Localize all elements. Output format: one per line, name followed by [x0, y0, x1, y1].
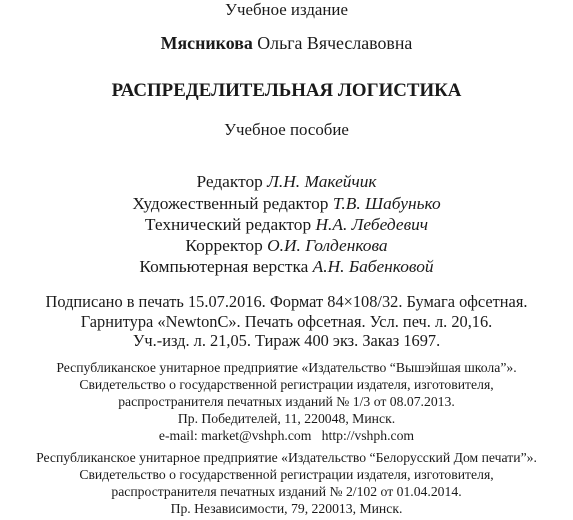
credit-editor — [0, 172, 573, 192]
publisher-line: распространителя печатных изданий № 1/3 от 08.07.2013. — [118, 394, 455, 409]
printer-line: Республиканское унитарное предприятие «Издательство “Белорусский Дом печати”». — [36, 450, 537, 465]
publisher-contacts: e-mail: market@vshph.com http://vshph.com — [158, 428, 415, 443]
credit-name: Т.В. Шабунько — [332, 194, 441, 213]
printer-line: Пр. Независимости, 79, 220013, Минск. — [170, 501, 403, 516]
edition-type: Учебное издание — [225, 0, 348, 19]
publisher-line: Пр. Победителей, 11, 220048, Минск. — [177, 411, 396, 426]
credit-name: О.И. Голденкова — [267, 236, 388, 255]
credit-name: Л.Н. Макейчик — [267, 172, 377, 191]
credit-name: Н.А. Лебедевич — [315, 215, 429, 234]
author-given-names: Ольга Вячеславовна — [257, 33, 413, 53]
credit-layout — [0, 257, 573, 277]
imprint-line: Гарнитура «NewtonC». Печать офсетная. Усл. печ. л. 20,16. — [80, 312, 493, 331]
publisher-line: Республиканское унитарное предприятие «Издательство “Вышэйшая школа”». — [56, 360, 517, 375]
credit-tech-editor — [0, 215, 573, 235]
book-title: РАСПРЕДЕЛИТЕЛЬНАЯ ЛОГИСТИКА — [111, 80, 462, 101]
author-surname: Мясникова — [160, 33, 253, 53]
printer-line: распространителя печатных изданий № 2/102 от 01.04.2014. — [111, 484, 462, 499]
imprint-line: Уч.-изд. л. 21,05. Тираж 400 экз. Заказ 1697. — [132, 331, 441, 350]
imprint-line: Подписано в печать 15.07.2016. Формат 84×108/32. Бумага офсетная. — [45, 292, 528, 311]
credit-role: Компьютерная верстка — [139, 257, 309, 276]
book-type: Учебное пособие — [224, 120, 349, 139]
printer-line: Свидетельство о государственной регистрации издателя, изготовителя, — [79, 467, 494, 482]
credit-role: Корректор — [185, 236, 263, 255]
credit-art-editor — [0, 194, 573, 214]
credit-name: А.Н. Бабенковой — [312, 257, 434, 276]
credit-role: Художественный редактор — [132, 194, 329, 213]
credit-proofreader — [0, 236, 573, 256]
credit-role: Редактор — [196, 172, 263, 191]
publisher-line: Свидетельство о государственной регистрации издателя, изготовителя, — [79, 377, 494, 392]
credit-role: Технический редактор — [144, 215, 312, 234]
author-line — [0, 33, 573, 54]
